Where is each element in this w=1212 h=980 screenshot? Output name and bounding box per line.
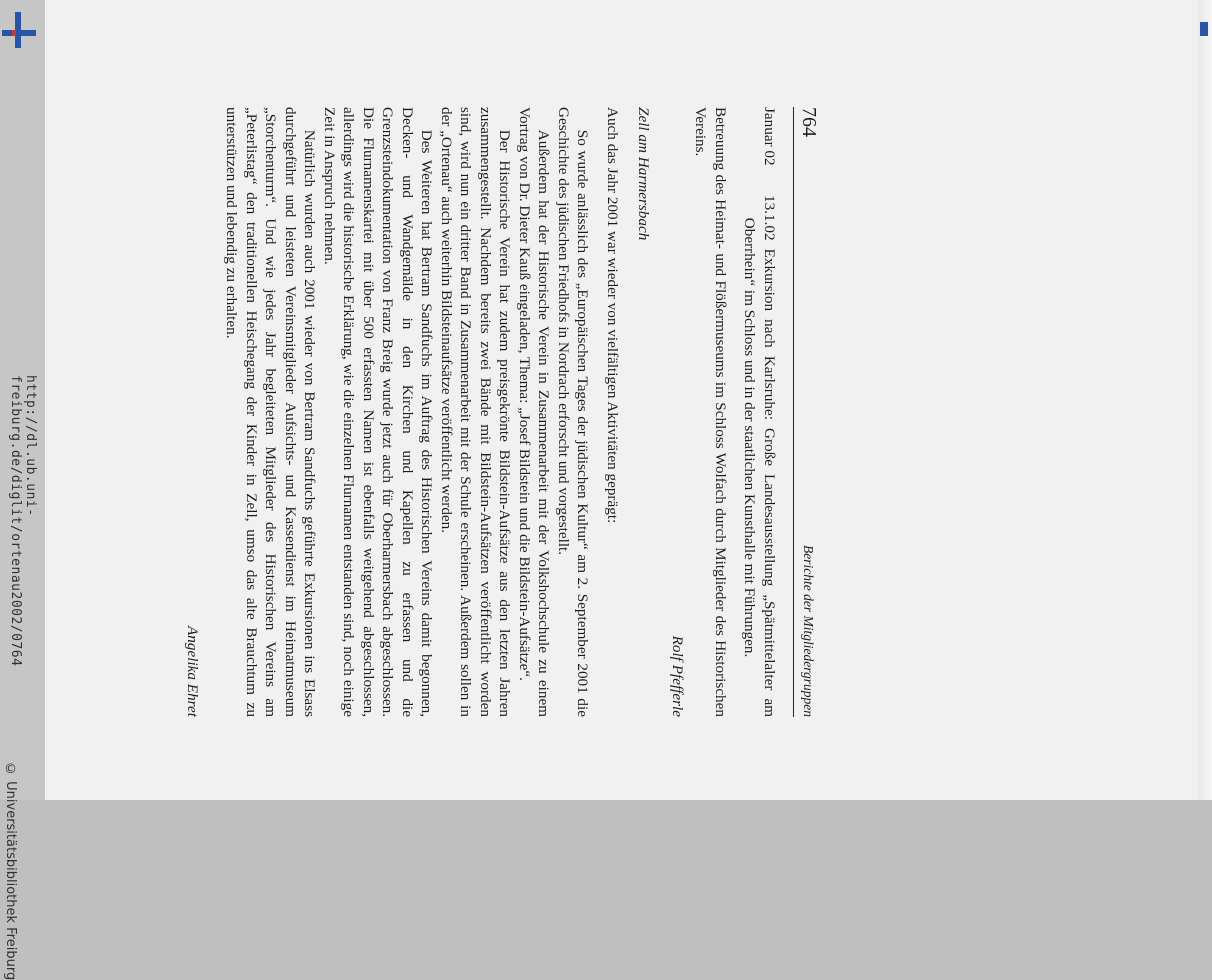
paragraph: Des Weiteren hat Bertram Sandfuchs im Auftrag des Historischen Vereins damit begonnen, Decken- und Wandgemälde in den Kirchen und Kapellen zu erfassen und die Grenzsteindokumentation von Franz Breig wurde jetzt auch für Oberharmersbach abgeschlossen. Die Flurnamenskartei mit über 500 erfassten Namen ist ebenfalls weitgehend abgeschlossen, allerdings wird die historische Erklärung, wie die einzelnen Flurnamen entstanden sind, noch einige Zeit in Anspruch nehmen.	[321, 107, 436, 717]
calendar-entry	[740, 107, 779, 717]
copyright-watermark: © Universitätsbibliothek Freiburg	[3, 762, 18, 980]
entry-text: 13.1.02 Exkursion nach Karlsruhe: Große Landesausstellung „Spätmittelalter am Oberrhein“ im Schloss und in der staatlichen Kunsthalle mit Führungen.	[741, 195, 778, 717]
page-header	[793, 107, 819, 717]
url-watermark	[8, 0, 38, 800]
paragraph: Auch das Jahr 2001 war wieder von vielfältigen Aktivitäten geprägt:	[604, 107, 621, 524]
paragraph: Außerdem hat der Historische Verein in Zusammenarbeit mit der Volkshochschule zu einem Vortrag von Dr. Dieter Kauß eingeladen, Thema: „Josef Bildstein und die Bildstein-Aufsätze“.	[516, 107, 553, 717]
scan-right-edge	[1198, 0, 1212, 800]
url-text: http://dl.ub.uni-freiburg.de/diglit/ortenau2002/0764	[8, 375, 38, 667]
page-number: 764	[798, 107, 820, 137]
scanned-page	[45, 0, 1198, 800]
section-title: Zell am Harmersbach	[635, 107, 653, 241]
paragraph-betreuung: Betreuung des Heimat- und Flößermuseums im Schloss Wolfach durch Mitglieder des Historischen Vereins.	[692, 107, 729, 717]
paragraph: Der Historische Verein hat zudem preisgekrönte Bildstein-Aufsätze aus den letzten Jahren zusammengestellt. Nachdem bereits zwei Bände mit Bildstein-Aufsätzen veröffentlicht worden sind, wird nun ein dritter Band in Zusammenarbeit mit der Schule erscheinen. Außerdem sollen in der „Ortenau“ auch weiterhin Bildsteinaufsätze veröffentlicht werden.	[438, 107, 514, 717]
signature-author-1: Rolf Pfefferle	[669, 635, 686, 717]
signature-author-2: Angelika Ehret	[184, 626, 201, 717]
running-head: Berichte der Mitgliedergruppen	[801, 545, 817, 717]
page-text-frame	[159, 107, 819, 717]
edge-marker-icon	[1200, 22, 1208, 36]
entry-date: Januar 02	[761, 107, 778, 166]
paragraph: So wurde anlässlich des „Europäischen Tages der jüdischen Kultur“ am 2. September 2001 die Geschichte des jüdischen Friedhofs in Nordrach erforscht und vorgestellt.	[555, 107, 592, 717]
paragraph: Natürlich wurden auch 2001 wieder von Bertram Sandfuchs geführte Exkursionen ins Elsass durchgeführt und leisteten Vereinsmitglieder Aufsichts- und Kassendienst im Heimatmuseum „Storchenturm“. Und wie jedes Jahr begleiteten Mitglieder des Historischen Vereins am „Peterlistag“ den traditionellen Heischegang der Kinder in Zell, umso das alte Brauchtum zu unterstützen und lebendig zu erhalten.	[223, 107, 319, 717]
